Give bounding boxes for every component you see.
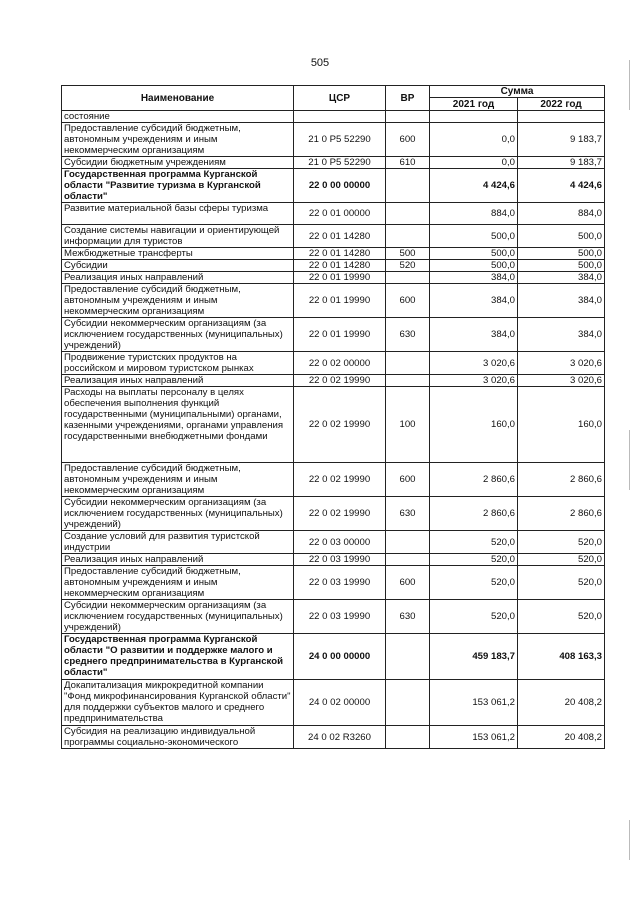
table-row (62, 554, 605, 566)
row-csr-cell: 24 0 02 00000 (294, 680, 386, 726)
row-name-cell: Создание условий для развития туристской индустрии (62, 531, 294, 554)
row-2022-cell: 2 860,6 (518, 497, 605, 531)
row-2022-cell: 520,0 (518, 566, 605, 600)
row-vr-cell (386, 111, 430, 123)
row-vr-cell: 630 (386, 600, 430, 634)
row-vr-cell (386, 169, 430, 203)
table-row (62, 272, 605, 284)
row-2021-cell: 0,0 (430, 157, 518, 169)
header-year-2022: 2022 год (518, 98, 605, 111)
row-2021-cell: 153 061,2 (430, 726, 518, 749)
row-vr-cell (386, 634, 430, 680)
row-csr-cell: 24 0 02 R3260 (294, 726, 386, 749)
row-2022-cell: 20 408,2 (518, 680, 605, 726)
edge-mark (629, 60, 630, 110)
row-2021-cell: 384,0 (430, 284, 518, 318)
row-vr-cell (386, 272, 430, 284)
row-name-cell: Развитие материальной базы сферы туризма (62, 203, 294, 225)
row-name-cell: Предоставление субсидий бюджетным, автономным учреждениям и иным некоммерческим организациям (62, 284, 294, 318)
row-csr-cell: 22 0 01 14280 (294, 248, 386, 260)
row-2021-cell: 520,0 (430, 566, 518, 600)
row-csr-cell: 22 0 00 00000 (294, 169, 386, 203)
row-vr-cell (386, 352, 430, 375)
row-csr-cell: 22 0 01 00000 (294, 203, 386, 225)
row-2021-cell: 520,0 (430, 600, 518, 634)
row-2022-cell: 500,0 (518, 248, 605, 260)
row-csr-cell: 21 0 P5 52290 (294, 123, 386, 157)
table-row (62, 566, 605, 600)
row-2022-cell: 160,0 (518, 387, 605, 463)
row-2022-cell: 2 860,6 (518, 463, 605, 497)
row-csr-cell: 22 0 03 19990 (294, 566, 386, 600)
row-vr-cell (386, 225, 430, 248)
row-2022-cell: 384,0 (518, 272, 605, 284)
row-2021-cell (430, 111, 518, 123)
row-name-cell: Субсидии бюджетным учреждениям (62, 157, 294, 169)
table-row (62, 111, 605, 123)
row-2021-cell: 4 424,6 (430, 169, 518, 203)
row-csr-cell: 22 0 03 19990 (294, 554, 386, 566)
table-body (62, 111, 605, 749)
row-name-cell: Государственная программа Курганской области "О развитии и поддержке малого и среднего предпринимательства в Курганской области" (62, 634, 294, 680)
row-csr-cell: 22 0 03 00000 (294, 531, 386, 554)
row-vr-cell (386, 680, 430, 726)
row-csr-cell: 22 0 01 19990 (294, 284, 386, 318)
row-2022-cell: 4 424,6 (518, 169, 605, 203)
table-row (62, 680, 605, 726)
header-csr: ЦСР (294, 86, 386, 111)
row-2021-cell: 3 020,6 (430, 375, 518, 387)
row-2022-cell: 500,0 (518, 225, 605, 248)
table-row (62, 318, 605, 352)
row-csr-cell: 22 0 01 19990 (294, 272, 386, 284)
row-2021-cell: 153 061,2 (430, 680, 518, 726)
row-name-cell: Создание системы навигации и ориентирующей информации для туристов (62, 225, 294, 248)
row-2021-cell: 500,0 (430, 260, 518, 272)
row-vr-cell: 600 (386, 463, 430, 497)
row-2022-cell: 520,0 (518, 554, 605, 566)
header-vr: ВР (386, 86, 430, 111)
row-2022-cell: 384,0 (518, 318, 605, 352)
row-2021-cell: 500,0 (430, 225, 518, 248)
row-name-cell: Межбюджетные трансферты (62, 248, 294, 260)
row-vr-cell: 630 (386, 497, 430, 531)
row-vr-cell (386, 203, 430, 225)
row-vr-cell (386, 531, 430, 554)
budget-table (61, 85, 605, 749)
row-2022-cell: 520,0 (518, 600, 605, 634)
row-2022-cell: 9 183,7 (518, 123, 605, 157)
row-vr-cell (386, 375, 430, 387)
row-name-cell: Реализация иных направлений (62, 272, 294, 284)
table-row (62, 497, 605, 531)
row-2022-cell: 520,0 (518, 531, 605, 554)
row-2022-cell: 9 183,7 (518, 157, 605, 169)
row-2022-cell: 20 408,2 (518, 726, 605, 749)
row-name-cell: Расходы на выплаты персоналу в целях обеспечения выполнения функций государственными (муниципальными) органами, казенными учреждениями, органами управления государственными внебюджетными фондами (62, 387, 294, 463)
header-name: Наименование (62, 86, 294, 111)
row-vr-cell (386, 726, 430, 749)
row-2022-cell: 3 020,6 (518, 352, 605, 375)
row-csr-cell: 22 0 01 19990 (294, 318, 386, 352)
row-2021-cell: 384,0 (430, 318, 518, 352)
row-name-cell: Предоставление субсидий бюджетным, автономным учреждениям и иным некоммерческим организациям (62, 463, 294, 497)
row-csr-cell: 22 0 02 19990 (294, 497, 386, 531)
edge-mark (629, 430, 630, 490)
row-vr-cell: 610 (386, 157, 430, 169)
table-row (62, 463, 605, 497)
table-row (62, 248, 605, 260)
page-number: 505 (310, 57, 330, 69)
row-2021-cell: 500,0 (430, 248, 518, 260)
row-2021-cell: 0,0 (430, 123, 518, 157)
table-row (62, 169, 605, 203)
row-vr-cell: 500 (386, 248, 430, 260)
row-csr-cell: 22 0 02 19990 (294, 387, 386, 463)
row-csr-cell: 24 0 00 00000 (294, 634, 386, 680)
row-name-cell: Реализация иных направлений (62, 554, 294, 566)
row-name-cell: состояние (62, 111, 294, 123)
row-vr-cell: 600 (386, 123, 430, 157)
table-row (62, 600, 605, 634)
table-row (62, 634, 605, 680)
row-name-cell: Предоставление субсидий бюджетным, автономным учреждениям и иным некоммерческим организациям (62, 123, 294, 157)
row-2021-cell: 160,0 (430, 387, 518, 463)
row-name-cell: Субсидии некоммерческим организациям (за исключением государственных (муниципальных) учреждений) (62, 600, 294, 634)
row-vr-cell: 600 (386, 566, 430, 600)
table-row (62, 123, 605, 157)
row-2021-cell: 520,0 (430, 531, 518, 554)
row-2021-cell: 2 860,6 (430, 463, 518, 497)
row-name-cell: Продвижение туристских продуктов на российском и мировом туристском рынках (62, 352, 294, 375)
row-vr-cell: 630 (386, 318, 430, 352)
row-csr-cell: 21 0 P5 52290 (294, 157, 386, 169)
row-vr-cell: 100 (386, 387, 430, 463)
table-row (62, 726, 605, 749)
row-vr-cell (386, 554, 430, 566)
header-year-2021: 2021 год (430, 98, 518, 111)
row-2021-cell: 884,0 (430, 203, 518, 225)
row-2022-cell: 884,0 (518, 203, 605, 225)
table-row (62, 352, 605, 375)
header-sum: Сумма (430, 86, 605, 98)
row-csr-cell: 22 0 03 19990 (294, 600, 386, 634)
row-name-cell: Реализация иных направлений (62, 375, 294, 387)
table-row (62, 157, 605, 169)
row-vr-cell: 520 (386, 260, 430, 272)
row-csr-cell: 22 0 02 00000 (294, 352, 386, 375)
row-name-cell: Субсидии (62, 260, 294, 272)
row-2021-cell: 2 860,6 (430, 497, 518, 531)
row-2021-cell: 520,0 (430, 554, 518, 566)
edge-mark (629, 820, 630, 860)
row-2022-cell: 384,0 (518, 284, 605, 318)
table-header (62, 86, 605, 111)
row-2021-cell: 3 020,6 (430, 352, 518, 375)
row-name-cell: Государственная программа Курганской области "Развитие туризма в Курганской области" (62, 169, 294, 203)
row-name-cell: Субсидия на реализацию индивидуальной программы социально-экономического (62, 726, 294, 749)
table-row (62, 203, 605, 225)
table-row (62, 260, 605, 272)
row-vr-cell: 600 (386, 284, 430, 318)
row-name-cell: Предоставление субсидий бюджетным, автономным учреждениям и иным некоммерческим организациям (62, 566, 294, 600)
row-2022-cell: 500,0 (518, 260, 605, 272)
row-csr-cell: 22 0 01 14280 (294, 225, 386, 248)
row-name-cell: Субсидии некоммерческим организациям (за исключением государственных (муниципальных) учреждений) (62, 318, 294, 352)
row-2021-cell: 384,0 (430, 272, 518, 284)
row-csr-cell: 22 0 02 19990 (294, 463, 386, 497)
row-csr-cell (294, 111, 386, 123)
table-row (62, 375, 605, 387)
row-name-cell: Докапитализация микрокредитной компании "Фонд микрофинансирования Курганской области" для поддержки субъектов малого и среднего предпринимательства (62, 680, 294, 726)
row-2021-cell: 459 183,7 (430, 634, 518, 680)
table-row (62, 225, 605, 248)
table-row (62, 531, 605, 554)
row-name-cell: Субсидии некоммерческим организациям (за исключением государственных (муниципальных) учреждений) (62, 497, 294, 531)
row-csr-cell: 22 0 01 14280 (294, 260, 386, 272)
row-2022-cell (518, 111, 605, 123)
table-row (62, 284, 605, 318)
row-2022-cell: 408 163,3 (518, 634, 605, 680)
row-2022-cell: 3 020,6 (518, 375, 605, 387)
row-csr-cell: 22 0 02 19990 (294, 375, 386, 387)
table-row (62, 387, 605, 463)
